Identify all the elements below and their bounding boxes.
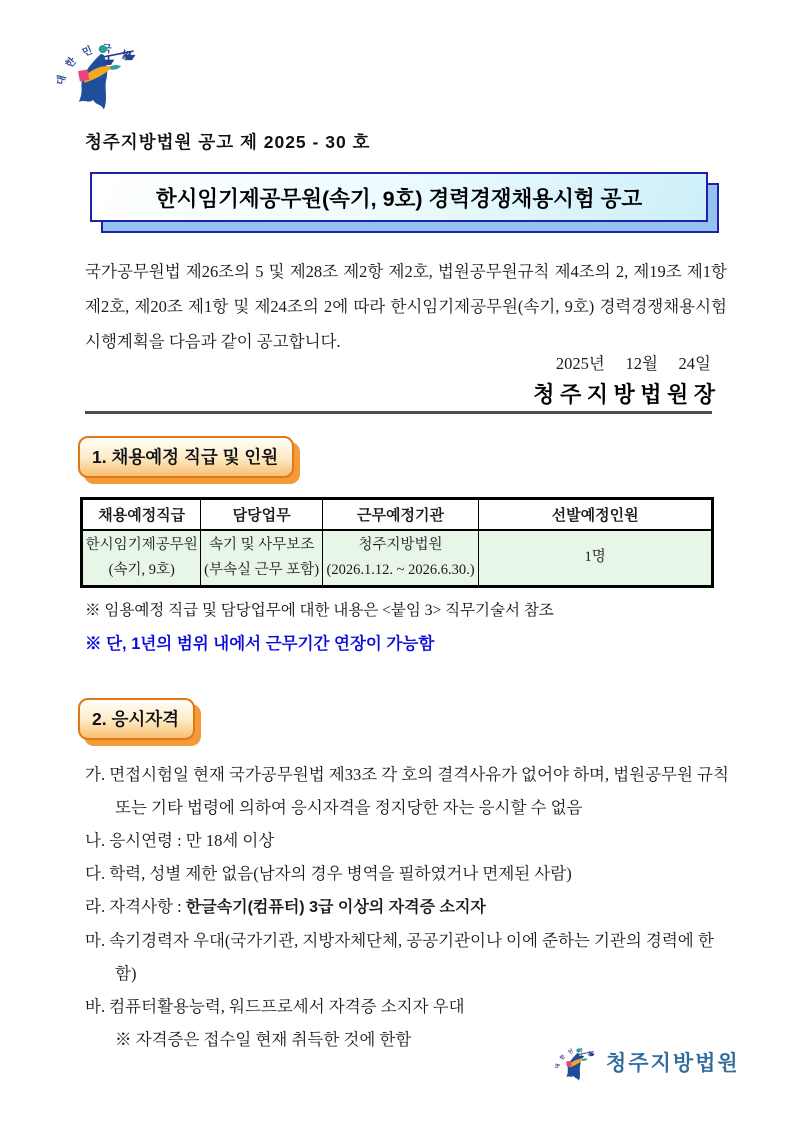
section-2-badge <box>78 698 195 740</box>
section-1-heading: 1. 채용예정 직급 및 인원 <box>78 436 294 478</box>
cell-duty-line2: (부속실 근무 포함) <box>204 561 320 578</box>
notice-date: 2025년 12월 24일 <box>555 354 711 373</box>
col-header-quota: 선발예정인원 <box>479 499 713 530</box>
page-title: 한시임기제공무원(속기, 9호) 경력경쟁채용시험 공고 <box>90 172 708 222</box>
recruitment-table <box>80 497 714 588</box>
note-reference: ※ 임용예정 직급 및 담당업무에 대한 내용은 <붙임 3> 직무기술서 참조 <box>85 602 554 619</box>
eligibility-list <box>85 758 735 1056</box>
list-item-ra-prefix: 라. 자격사항 : <box>85 897 186 916</box>
list-item-ra <box>85 890 735 924</box>
court-logo-icon <box>552 1040 600 1093</box>
court-logo-icon <box>50 28 146 129</box>
col-header-position: 채용예정직급 <box>82 499 201 530</box>
footer-org-name: 청주지방법원 <box>606 1052 740 1075</box>
cell-workplace-line2: (2026.1.12. ~ 2026.6.30.) <box>326 561 475 578</box>
cell-workplace <box>322 530 478 587</box>
col-header-duty: 담당업무 <box>201 499 322 530</box>
intro-paragraph: 국가공무원법 제26조의 5 및 제28조 제2항 제2호, 법원공무원규칙 제4조의 2, 제19조 제1항 제2호, 제20조 제1항 및 제24조의 2에 따라 한시임기제공무원(속기, 9호) 경력경쟁채용시험 시행계획을 다음과 같이 공고합니다. <box>85 262 727 351</box>
cell-quota: 1명 <box>479 530 713 587</box>
notice-number: 청주지방법원 공고 제 2025 - 30 호 <box>85 132 371 152</box>
cell-position-line1: 한시임기제공무원 <box>85 536 198 553</box>
cell-duty <box>201 530 322 587</box>
list-item-ga: 가. 면접시험일 현재 국가공무원법 제33조 각 호의 결격사유가 없어야 하며, 법원공무원 규칙 또는 기타 법령에 의하여 응시자격을 정지당한 자는 응시할 수 없음 <box>85 765 729 817</box>
list-item-da: 다. 학력, 성별 제한 없음(남자의 경우 병역을 필하였거나 면제된 사람) <box>85 864 572 883</box>
cell-workplace-line1: 청주지방법원 <box>358 536 443 553</box>
title-banner <box>90 172 708 222</box>
cell-position <box>82 530 201 587</box>
note-extension: ※ 단, 1년의 범위 내에서 근무기간 연장이 가능함 <box>85 635 435 653</box>
cell-position-line2: (속기, 9호) <box>108 561 175 578</box>
list-subnote: ※ 자격증은 접수일 현재 취득한 것에 한함 <box>115 1030 412 1049</box>
list-item-ba: 바. 컴퓨터활용능력, 워드프로세서 자격증 소지자 우대 <box>85 997 465 1016</box>
section-2-heading: 2. 응시자격 <box>78 698 195 740</box>
divider-line <box>85 411 712 414</box>
table-header-row <box>82 499 713 530</box>
list-item-ma: 마. 속기경력자 우대(국가기관, 지방자체단체, 공공기관이나 이에 준하는 기관의 경력에 한함) <box>85 931 714 983</box>
signer-title: 청 주 지 방 법 원 장 <box>533 382 715 407</box>
cell-duty-line1: 속기 및 사무보조 <box>208 536 315 553</box>
section-1-badge <box>78 436 294 478</box>
col-header-workplace: 근무예정기관 <box>322 499 478 530</box>
table-row <box>82 530 713 587</box>
list-item-na: 나. 응시연령 : 만 18세 이상 <box>85 831 275 850</box>
list-item-ra-bold: 한글속기(컴퓨터) 3급 이상의 자격증 소지자 <box>185 899 486 916</box>
